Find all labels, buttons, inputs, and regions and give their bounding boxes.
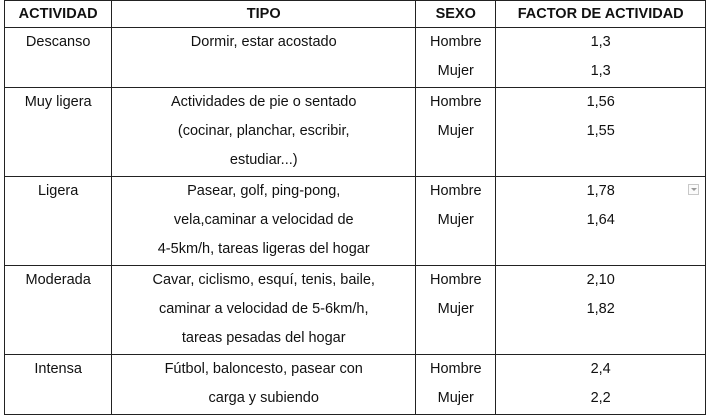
sexo-cell — [416, 88, 496, 177]
actividad-cell — [5, 266, 112, 355]
factor-cell — [496, 177, 706, 266]
tipo-line: carga y subiendo — [208, 390, 319, 406]
actividad-label: Moderada — [25, 272, 91, 288]
tipo-line: Cavar, ciclismo, esquí, tenis, baile, — [152, 272, 375, 288]
table-row — [5, 28, 706, 88]
table-row — [5, 88, 706, 177]
tipo-line: (cocinar, planchar, escribir, — [177, 123, 350, 139]
tipo-line: Pasear, golf, ping-pong, — [187, 183, 341, 199]
factor-hombre: 2,4 — [590, 361, 611, 377]
factor-mujer: 1,64 — [586, 212, 615, 228]
table-row — [5, 355, 706, 415]
chevron-down-icon[interactable] — [688, 184, 699, 195]
activity-factor-table — [4, 0, 706, 415]
tipo-line: tareas pesadas del hogar — [181, 330, 346, 346]
sexo-cell — [416, 28, 496, 88]
table-row — [5, 177, 706, 266]
sexo-mujer: Mujer — [437, 63, 474, 79]
actividad-label: Intensa — [34, 361, 82, 377]
sexo-hombre: Hombre — [429, 361, 482, 377]
tipo-line: caminar a velocidad de 5-6km/h, — [158, 301, 369, 317]
tipo-cell — [112, 177, 416, 266]
sexo-mujer: Mujer — [437, 301, 474, 317]
factor-cell — [496, 355, 706, 415]
tipo-cell — [112, 355, 416, 415]
tipo-line: Fútbol, baloncesto, pasear con — [164, 361, 363, 377]
tipo-cell — [112, 28, 416, 88]
table-row — [5, 266, 706, 355]
actividad-label: Descanso — [25, 34, 91, 50]
tipo-line: 4-5km/h, tareas ligeras del hogar — [157, 241, 370, 257]
tipo-cell — [112, 88, 416, 177]
sexo-hombre: Hombre — [429, 34, 482, 50]
tipo-line: Actividades de pie o sentado — [171, 94, 357, 110]
factor-hombre: 1,56 — [586, 94, 615, 110]
sexo-cell — [416, 177, 496, 266]
header-factor: FACTOR DE ACTIVIDAD — [496, 1, 706, 28]
factor-hombre: 1,3 — [590, 34, 611, 50]
table-header-row — [5, 1, 706, 28]
sexo-hombre: Hombre — [429, 272, 482, 288]
actividad-cell — [5, 177, 112, 266]
sexo-mujer: Mujer — [437, 390, 474, 406]
actividad-label: Muy ligera — [24, 94, 92, 110]
factor-mujer: 2,2 — [590, 390, 611, 406]
factor-hombre: 1,78 — [586, 183, 615, 199]
tipo-line: Dormir, estar acostado — [190, 34, 337, 50]
tipo-line: estudiar...) — [229, 152, 298, 168]
header-tipo: TIPO — [112, 1, 416, 28]
factor-mujer: 1,55 — [586, 123, 615, 139]
header-sexo: SEXO — [416, 1, 496, 28]
sexo-hombre: Hombre — [429, 94, 482, 110]
factor-cell — [496, 88, 706, 177]
header-actividad: ACTIVIDAD — [5, 1, 112, 28]
tipo-line: vela,caminar a velocidad de — [173, 212, 354, 228]
sexo-mujer: Mujer — [437, 123, 474, 139]
factor-mujer: 1,82 — [586, 301, 615, 317]
actividad-cell — [5, 88, 112, 177]
actividad-label: Ligera — [37, 183, 79, 199]
sexo-mujer: Mujer — [437, 212, 474, 228]
sexo-hombre: Hombre — [429, 183, 482, 199]
actividad-cell — [5, 355, 112, 415]
factor-hombre: 2,10 — [586, 272, 615, 288]
sexo-cell — [416, 266, 496, 355]
factor-cell — [496, 266, 706, 355]
sexo-cell — [416, 355, 496, 415]
factor-cell — [496, 28, 706, 88]
actividad-cell — [5, 28, 112, 88]
tipo-cell — [112, 266, 416, 355]
factor-mujer: 1,3 — [590, 63, 611, 79]
